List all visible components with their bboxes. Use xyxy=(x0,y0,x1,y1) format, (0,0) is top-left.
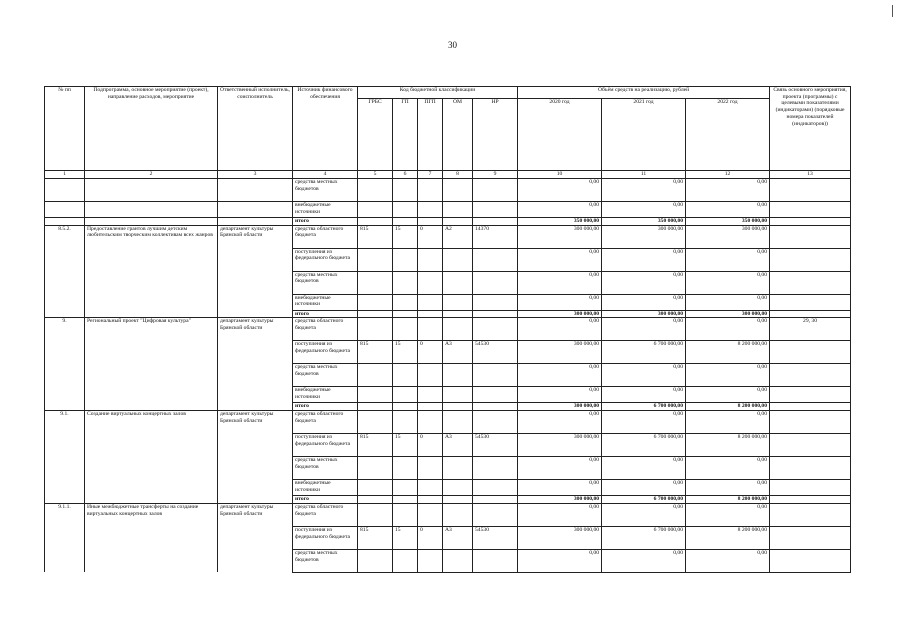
cell-link xyxy=(770,310,851,318)
cell-gp xyxy=(393,271,418,294)
column-index: 8 xyxy=(443,171,473,179)
cell-2022: 0,00 xyxy=(686,457,770,480)
column-index: 2 xyxy=(85,171,218,179)
cell-2021: 0,00 xyxy=(602,179,686,202)
cell-name: Региональный проект "Цифровая культура" xyxy=(85,318,218,411)
cell-grbs xyxy=(358,549,393,572)
cell-gp xyxy=(393,310,418,318)
cell-link xyxy=(770,387,851,403)
cell-executor: департамент культуры Брянской области xyxy=(218,225,293,318)
cell-name xyxy=(85,179,218,202)
cell-om xyxy=(443,310,473,318)
cell-gp xyxy=(393,457,418,480)
cell-om xyxy=(443,318,473,341)
cell-name: Иные межбюджетные трансферты на создание виртуальных концертных залов xyxy=(85,503,218,572)
cell-2020: 300 000,00 xyxy=(518,225,602,248)
cell-grbs xyxy=(358,248,393,271)
cell-num xyxy=(45,179,85,202)
header-2021: 2021 год xyxy=(602,99,686,171)
cell-link xyxy=(770,457,851,480)
cell-2022: 0,00 xyxy=(686,202,770,218)
table-row xyxy=(45,218,851,226)
cell-nr xyxy=(473,271,518,294)
cell-nr xyxy=(473,310,518,318)
cell-2021: 300 000,00 xyxy=(602,225,686,248)
header-executor: Ответственный исполнитель, соисполнитель xyxy=(218,87,293,171)
cell-source: средства местных бюджетов xyxy=(293,457,358,480)
cell-gp: 15 xyxy=(393,341,418,364)
cell-2020: 300 000,00 xyxy=(518,496,602,504)
cell-2021: 0,00 xyxy=(602,457,686,480)
cell-2020: 0,00 xyxy=(518,179,602,202)
cell-nr xyxy=(473,480,518,496)
cell-om xyxy=(443,364,473,387)
cell-om xyxy=(443,294,473,310)
cell-2021: 0,00 xyxy=(602,364,686,387)
cell-pgp xyxy=(418,248,443,271)
table-row xyxy=(45,179,851,202)
column-index: 3 xyxy=(218,171,293,179)
cell-source: поступления из федерального бюджета xyxy=(293,248,358,271)
cell-grbs xyxy=(358,179,393,202)
cell-nr xyxy=(473,403,518,411)
cell-pgp: 0 xyxy=(418,341,443,364)
cell-2022: 300 000,00 xyxy=(686,310,770,318)
cell-source: средства областного бюджета xyxy=(293,411,358,434)
column-index: 7 xyxy=(418,171,443,179)
cell-2020: 350 000,00 xyxy=(518,218,602,226)
cell-link xyxy=(770,480,851,496)
cell-om: А3 xyxy=(443,434,473,457)
cell-pgp xyxy=(418,503,443,526)
cell-2021: 0,00 xyxy=(602,549,686,572)
cell-grbs xyxy=(358,503,393,526)
cell-grbs xyxy=(358,294,393,310)
cell-gp xyxy=(393,294,418,310)
cell-link xyxy=(770,218,851,226)
header-volume: Объём средств на реализацию, рублей xyxy=(518,87,770,99)
cell-gp: 15 xyxy=(393,434,418,457)
cell-gp: 15 xyxy=(393,225,418,248)
cell-link xyxy=(770,271,851,294)
cell-grbs: 815 xyxy=(358,225,393,248)
cell-grbs xyxy=(358,480,393,496)
cell-pgp: 0 xyxy=(418,225,443,248)
cell-source: итого xyxy=(293,218,358,226)
header-pgp: ПГП xyxy=(418,99,443,171)
cell-2020: 0,00 xyxy=(518,318,602,341)
header-nr: НР xyxy=(473,99,518,171)
cell-pgp xyxy=(418,218,443,226)
cell-grbs xyxy=(358,411,393,434)
cell-om xyxy=(443,403,473,411)
cell-grbs: 815 xyxy=(358,526,393,549)
table-body xyxy=(45,179,851,573)
budget-table xyxy=(44,86,851,573)
cell-gp: 15 xyxy=(393,526,418,549)
cell-om xyxy=(443,411,473,434)
cell-2022: 0,00 xyxy=(686,294,770,310)
header-sources: Источник финансового обеспечения xyxy=(293,87,358,171)
cell-pgp xyxy=(418,549,443,572)
cell-grbs xyxy=(358,496,393,504)
cell-source: внебюджетные источники xyxy=(293,480,358,496)
cell-2022: 0,00 xyxy=(686,364,770,387)
cell-2021: 0,00 xyxy=(602,387,686,403)
cell-source: внебюджетные источники xyxy=(293,202,358,218)
cell-name: Предоставление грантов лучшим детским любительским творческим коллективам всех жанров xyxy=(85,225,218,318)
cell-om xyxy=(443,549,473,572)
cell-2021: 6 700 000,00 xyxy=(602,341,686,364)
cell-gp xyxy=(393,496,418,504)
cell-link xyxy=(770,411,851,434)
table-row xyxy=(45,318,851,341)
cell-grbs xyxy=(358,271,393,294)
header-link: Связь основного мероприятия, проекта (программы) с целевыми показателями (индикаторами) (порядковые номера показателей (индикаторов)) xyxy=(770,87,851,171)
cell-2021: 0,00 xyxy=(602,294,686,310)
cell-om xyxy=(443,457,473,480)
cell-2021: 0,00 xyxy=(602,480,686,496)
cell-nr: 54530 xyxy=(473,434,518,457)
cell-executor: департамент культуры Брянской области xyxy=(218,503,293,572)
cell-gp xyxy=(393,411,418,434)
cell-gp xyxy=(393,318,418,341)
cell-2021: 0,00 xyxy=(602,318,686,341)
cell-nr xyxy=(473,411,518,434)
cell-source: средства областного бюджета xyxy=(293,225,358,248)
cell-executor: департамент культуры Брянской области xyxy=(218,318,293,411)
cell-link xyxy=(770,526,851,549)
cell-2022: 8 200 000,00 xyxy=(686,434,770,457)
cell-2020: 300 000,00 xyxy=(518,310,602,318)
cell-nr xyxy=(473,179,518,202)
cell-link xyxy=(770,364,851,387)
cell-source: средства местных бюджетов xyxy=(293,549,358,572)
cell-source: поступления из федерального бюджета xyxy=(293,434,358,457)
cell-om: А3 xyxy=(443,341,473,364)
table-header xyxy=(45,87,851,179)
cell-2022: 8 200 000,00 xyxy=(686,341,770,364)
cell-nr xyxy=(473,294,518,310)
cell-source: средства областного бюджета xyxy=(293,318,358,341)
cell-grbs xyxy=(358,202,393,218)
cell-link xyxy=(770,225,851,248)
cell-om xyxy=(443,387,473,403)
cell-grbs xyxy=(358,364,393,387)
scan-edge-mark xyxy=(892,5,893,17)
cell-2022: 0,00 xyxy=(686,549,770,572)
cell-nr xyxy=(473,364,518,387)
header-num: № пп xyxy=(45,87,85,171)
cell-nr xyxy=(473,218,518,226)
cell-link xyxy=(770,403,851,411)
column-index: 10 xyxy=(518,171,602,179)
cell-source: итого xyxy=(293,310,358,318)
cell-2020: 0,00 xyxy=(518,411,602,434)
cell-grbs xyxy=(358,403,393,411)
cell-om xyxy=(443,480,473,496)
cell-num xyxy=(45,218,85,226)
cell-pgp xyxy=(418,271,443,294)
cell-om xyxy=(443,179,473,202)
cell-om xyxy=(443,248,473,271)
cell-num: 9.1. xyxy=(45,411,85,504)
table-row xyxy=(45,202,851,218)
header-gp: ГП xyxy=(393,99,418,171)
cell-num: 9.1.1. xyxy=(45,503,85,572)
cell-2020: 0,00 xyxy=(518,248,602,271)
cell-pgp xyxy=(418,310,443,318)
cell-link xyxy=(770,341,851,364)
cell-2022: 0,00 xyxy=(686,387,770,403)
cell-pgp: 0 xyxy=(418,526,443,549)
cell-num xyxy=(45,202,85,218)
header-subprogram: Подпрограмма, основное мероприятие (проект), направление расходов, мероприятие xyxy=(85,87,218,171)
cell-grbs xyxy=(358,218,393,226)
cell-2021: 300 000,00 xyxy=(602,310,686,318)
column-index: 1 xyxy=(45,171,85,179)
cell-2020: 300 000,00 xyxy=(518,526,602,549)
cell-gp xyxy=(393,549,418,572)
cell-gp xyxy=(393,503,418,526)
cell-2020: 0,00 xyxy=(518,549,602,572)
cell-nr xyxy=(473,202,518,218)
cell-gp xyxy=(393,480,418,496)
cell-2021: 6 700 000,00 xyxy=(602,526,686,549)
cell-pgp xyxy=(418,457,443,480)
column-index: 5 xyxy=(358,171,393,179)
cell-2022: 0,00 xyxy=(686,271,770,294)
cell-om xyxy=(443,271,473,294)
cell-grbs: 815 xyxy=(358,341,393,364)
cell-2021: 0,00 xyxy=(602,503,686,526)
cell-om xyxy=(443,202,473,218)
cell-2021: 6 700 000,00 xyxy=(602,403,686,411)
cell-2022: 0,00 xyxy=(686,248,770,271)
header-2020: 2020 год xyxy=(518,99,602,171)
cell-pgp xyxy=(418,364,443,387)
cell-gp xyxy=(393,179,418,202)
cell-nr xyxy=(473,503,518,526)
cell-gp xyxy=(393,403,418,411)
cell-2020: 0,00 xyxy=(518,364,602,387)
cell-source: поступления из федерального бюджета xyxy=(293,526,358,549)
cell-2021: 0,00 xyxy=(602,411,686,434)
cell-source: средства местных бюджетов xyxy=(293,179,358,202)
cell-nr: 54530 xyxy=(473,341,518,364)
cell-pgp: 0 xyxy=(418,434,443,457)
column-index: 13 xyxy=(770,171,851,179)
cell-2021: 350 000,00 xyxy=(602,218,686,226)
column-index: 6 xyxy=(393,171,418,179)
cell-pgp xyxy=(418,179,443,202)
cell-num: 9. xyxy=(45,318,85,411)
cell-2022: 8 200 000,00 xyxy=(686,403,770,411)
cell-gp xyxy=(393,218,418,226)
cell-2020: 300 000,00 xyxy=(518,434,602,457)
cell-2021: 6 700 000,00 xyxy=(602,434,686,457)
cell-nr xyxy=(473,318,518,341)
cell-2020: 0,00 xyxy=(518,457,602,480)
cell-nr xyxy=(473,549,518,572)
cell-grbs xyxy=(358,310,393,318)
cell-nr xyxy=(473,457,518,480)
cell-gp xyxy=(393,387,418,403)
cell-grbs xyxy=(358,387,393,403)
cell-source: итого xyxy=(293,403,358,411)
cell-pgp xyxy=(418,403,443,411)
cell-link xyxy=(770,549,851,572)
column-index: 9 xyxy=(473,171,518,179)
cell-om xyxy=(443,218,473,226)
cell-nr xyxy=(473,387,518,403)
cell-pgp xyxy=(418,202,443,218)
cell-2021: 6 700 000,00 xyxy=(602,496,686,504)
cell-source: итого xyxy=(293,496,358,504)
cell-nr: 14370 xyxy=(473,225,518,248)
cell-link xyxy=(770,503,851,526)
cell-link xyxy=(770,294,851,310)
cell-link: 29, 30 xyxy=(770,318,851,341)
cell-om xyxy=(443,496,473,504)
cell-pgp xyxy=(418,318,443,341)
cell-link xyxy=(770,179,851,202)
cell-name xyxy=(85,202,218,218)
cell-source: внебюджетные источники xyxy=(293,294,358,310)
table-row xyxy=(45,503,851,526)
column-index: 12 xyxy=(686,171,770,179)
column-index: 4 xyxy=(293,171,358,179)
cell-2020: 300 000,00 xyxy=(518,403,602,411)
cell-2021: 0,00 xyxy=(602,248,686,271)
cell-grbs: 815 xyxy=(358,434,393,457)
cell-executor xyxy=(218,218,293,226)
cell-2020: 0,00 xyxy=(518,202,602,218)
cell-2022: 300 000,00 xyxy=(686,225,770,248)
cell-2022: 0,00 xyxy=(686,318,770,341)
header-budget-code: Код бюджетной классификации xyxy=(358,87,518,99)
cell-nr xyxy=(473,496,518,504)
cell-2021: 0,00 xyxy=(602,271,686,294)
cell-name xyxy=(85,218,218,226)
cell-2022: 8 200 000,00 xyxy=(686,496,770,504)
cell-gp xyxy=(393,202,418,218)
cell-2020: 0,00 xyxy=(518,294,602,310)
cell-executor xyxy=(218,202,293,218)
cell-gp xyxy=(393,248,418,271)
cell-2022: 0,00 xyxy=(686,503,770,526)
cell-grbs xyxy=(358,457,393,480)
cell-source: средства областного бюджета xyxy=(293,503,358,526)
cell-2022: 8 200 000,00 xyxy=(686,526,770,549)
cell-2022: 350 000,00 xyxy=(686,218,770,226)
cell-2022: 0,00 xyxy=(686,179,770,202)
cell-source: средства местных бюджетов xyxy=(293,271,358,294)
column-index: 11 xyxy=(602,171,686,179)
cell-2020: 0,00 xyxy=(518,387,602,403)
cell-2020: 300 000,00 xyxy=(518,341,602,364)
cell-pgp xyxy=(418,387,443,403)
cell-nr: 54530 xyxy=(473,526,518,549)
cell-2021: 0,00 xyxy=(602,202,686,218)
cell-source: поступления из федерального бюджета xyxy=(293,341,358,364)
cell-num: 8.5.2. xyxy=(45,225,85,318)
cell-om xyxy=(443,503,473,526)
cell-gp xyxy=(393,364,418,387)
cell-name: Создание виртуальных концертных залов xyxy=(85,411,218,504)
cell-link xyxy=(770,434,851,457)
cell-executor: департамент культуры Брянской области xyxy=(218,411,293,504)
cell-link xyxy=(770,248,851,271)
column-index-row xyxy=(45,171,851,179)
cell-pgp xyxy=(418,480,443,496)
header-grbs: ГРБС xyxy=(358,99,393,171)
cell-om: А2 xyxy=(443,225,473,248)
cell-grbs xyxy=(358,318,393,341)
cell-2020: 0,00 xyxy=(518,271,602,294)
cell-nr xyxy=(473,248,518,271)
table-row xyxy=(45,225,851,248)
cell-pgp xyxy=(418,294,443,310)
cell-link xyxy=(770,202,851,218)
cell-executor xyxy=(218,179,293,202)
cell-2020: 0,00 xyxy=(518,503,602,526)
cell-source: средства местных бюджетов xyxy=(293,364,358,387)
cell-2020: 0,00 xyxy=(518,480,602,496)
header-2022: 2022 год xyxy=(686,99,770,171)
cell-pgp xyxy=(418,411,443,434)
table-row xyxy=(45,411,851,434)
cell-link xyxy=(770,496,851,504)
cell-source: внебюджетные источники xyxy=(293,387,358,403)
header-om: ОМ xyxy=(443,99,473,171)
page-number: 30 xyxy=(448,40,457,50)
cell-om: А3 xyxy=(443,526,473,549)
cell-2022: 0,00 xyxy=(686,411,770,434)
cell-pgp xyxy=(418,496,443,504)
cell-2022: 0,00 xyxy=(686,480,770,496)
